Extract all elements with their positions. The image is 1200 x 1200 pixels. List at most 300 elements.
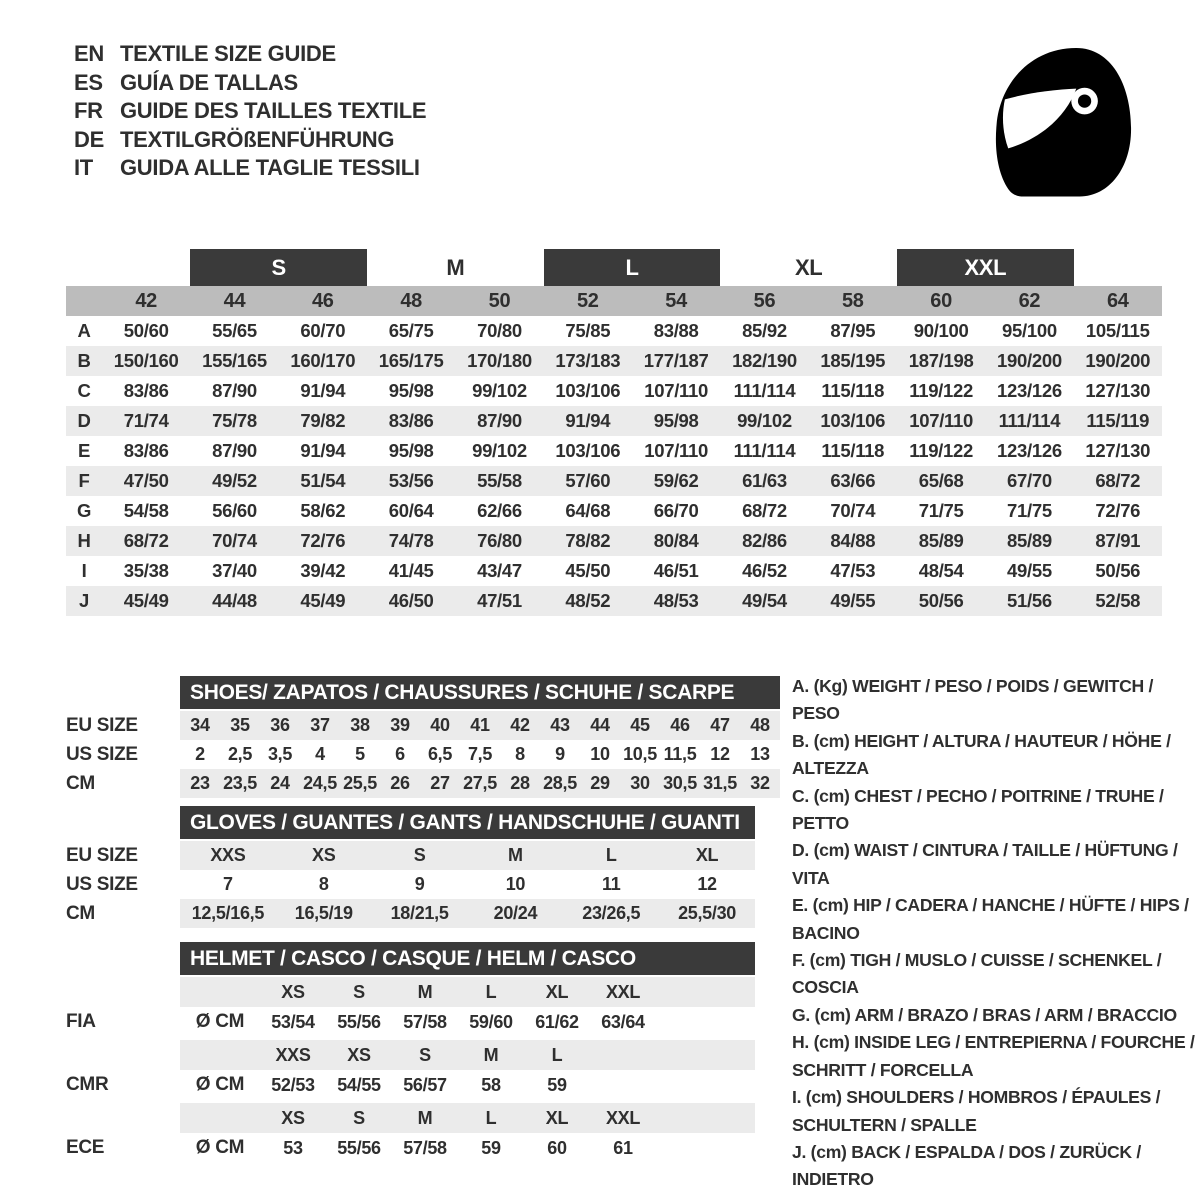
size-group-s: S [190, 249, 367, 286]
row-letter: C [77, 380, 91, 401]
shoes-row-values [180, 769, 780, 798]
gloves-value: 11 [602, 874, 621, 894]
measure-value: 107/110 [644, 380, 709, 401]
measure-value: 150/160 [113, 350, 179, 371]
legend-item: B. (cm) HEIGHT / ALTURA / HAUTEUR / HÖHE / ALTEZZA [792, 730, 1171, 779]
shoes-value: 31,5 [703, 773, 737, 793]
measure-value: 61/63 [742, 470, 787, 491]
measure-value: 70/74 [212, 530, 257, 551]
measure-value: 99/102 [472, 380, 527, 401]
title-block [74, 40, 426, 183]
measure-value: 47/53 [830, 560, 876, 581]
gloves-value: L [605, 845, 617, 865]
shoes-value: 37 [310, 715, 330, 735]
measure-value: 45/49 [300, 590, 346, 611]
size-number: 58 [841, 289, 864, 312]
helmet-size-label: M [483, 1044, 499, 1065]
helmet-value: 55/56 [337, 1011, 381, 1032]
measure-row-b [66, 346, 1162, 376]
measure-value: 71/75 [1007, 500, 1052, 521]
measure-value: 119/122 [909, 440, 973, 461]
shoes-value: 24 [270, 773, 290, 793]
size-number: 46 [311, 289, 334, 312]
measure-value: 49/55 [830, 590, 876, 611]
measure-value: 70/74 [830, 500, 876, 521]
helmet-size-label: L [551, 1044, 563, 1065]
measure-value: 182/190 [732, 350, 797, 371]
row-letter: F [78, 470, 90, 491]
measure-value: 71/75 [918, 500, 964, 521]
title-text: GUÍA DE TALLAS [120, 69, 298, 95]
title-language-code: DE [74, 126, 104, 152]
group-header-trailer [1074, 249, 1162, 286]
measure-row-e [66, 436, 1162, 466]
shoes-value: 3,5 [267, 744, 293, 764]
measure-value: 72/76 [300, 530, 346, 551]
helmet-value: 57/58 [403, 1011, 447, 1032]
shoes-value: 6,5 [427, 744, 453, 764]
size-group-header-row [66, 249, 1162, 286]
legend-item: E. (cm) HIP / CADERA / HANCHE / HÜFTE / HIPS / BACINO [792, 895, 1189, 943]
measure-value: 68/72 [742, 500, 787, 521]
helmet-sizes-values [180, 977, 755, 1007]
helmet-size-label: S [419, 1044, 431, 1065]
measure-row-a [66, 316, 1162, 346]
measure-value: 37/40 [212, 560, 257, 581]
shoes-row-us-size [66, 740, 780, 769]
gloves-value: 25,5/30 [678, 903, 737, 923]
measure-value: 71/74 [123, 410, 169, 431]
size-number: 42 [135, 289, 157, 312]
measure-value: 35/38 [123, 560, 169, 581]
gloves-value: 23/26,5 [582, 903, 641, 923]
helmet-sizes-values [180, 1040, 755, 1070]
measure-value: 111/114 [733, 380, 796, 401]
measure-value: 95/98 [653, 410, 699, 431]
measure-value: 95/100 [1002, 320, 1057, 341]
gloves-row-label: CM [66, 902, 95, 924]
measure-row-i [66, 556, 1162, 586]
gloves-row-values [180, 870, 755, 899]
helmet-size-label: XXS [275, 1044, 311, 1065]
shoes-value: 26 [390, 773, 410, 793]
legend-item: D. (cm) WAIST / CINTURA / TAILLE / HÜFTUNG / VITA [792, 840, 1178, 888]
measure-value: 48/54 [918, 560, 964, 581]
measure-row-c [66, 376, 1162, 406]
shoes-value: 46 [670, 715, 690, 735]
title-language-code: FR [74, 98, 103, 123]
shoes-value: 7,5 [467, 744, 493, 764]
helmet-standard-label: CMR [66, 1074, 109, 1095]
size-group-m: M [446, 254, 465, 280]
shoes-row-values [180, 711, 780, 740]
helmet-unit-label: Ø CM [195, 1011, 245, 1032]
measure-value: 190/200 [1085, 350, 1151, 371]
measure-value: 56/60 [212, 500, 257, 521]
legend-item: H. (cm) INSIDE LEG / ENTREPIERNA / FOURCHE / SCHRITT / FORCELLA [792, 1032, 1195, 1080]
measure-value: 103/106 [555, 380, 621, 401]
shoes-value: 11,5 [663, 744, 697, 764]
shoes-value: 32 [750, 773, 770, 793]
helmet-values [180, 1070, 755, 1100]
legend-item: C. (cm) CHEST / PECHO / POITRINE / TRUHE / PETTO [792, 785, 1164, 834]
measure-value: 50/56 [1095, 560, 1141, 581]
measure-value: 83/86 [388, 410, 434, 431]
helmet-size-label: XL [545, 981, 569, 1002]
measure-value: 111/114 [733, 440, 796, 461]
racing-helmet-icon [980, 36, 1146, 206]
measure-row-j [66, 586, 1162, 616]
gloves-row-values [180, 899, 755, 928]
helmet-value: 52/53 [271, 1074, 315, 1095]
gloves-value: 8 [318, 874, 329, 894]
title-text: TEXTILE SIZE GUIDE [120, 41, 336, 66]
legend-item: G. (cm) ARM / BRAZO / BRAS / ARM / BRACCIO [792, 1004, 1177, 1025]
measure-value: 45/50 [565, 560, 611, 581]
measure-value: 173/183 [555, 350, 621, 371]
measure-value: 90/100 [913, 320, 969, 341]
shoes-value: 36 [270, 715, 290, 735]
measure-value: 72/76 [1095, 500, 1141, 521]
measure-value: 51/56 [1007, 590, 1052, 611]
size-number: 50 [488, 289, 511, 312]
title-language-code: IT [74, 155, 93, 180]
row-letter: E [77, 440, 91, 461]
measure-value: 65/68 [918, 470, 964, 491]
shoes-value: 2 [195, 744, 205, 764]
row-letter: I [81, 560, 87, 581]
measure-value: 47/50 [123, 470, 169, 491]
measure-value: 49/55 [1007, 560, 1052, 581]
helmet-unit-label: Ø CM [195, 1137, 245, 1158]
shoes-value: 9 [555, 744, 565, 764]
helmet-value: 58 [481, 1074, 501, 1095]
measure-value: 62/66 [477, 500, 522, 521]
helmet-unit-label: Ø CM [195, 1074, 245, 1095]
measure-value: 39/42 [300, 560, 346, 581]
measure-value: 74/78 [388, 530, 434, 551]
measure-value: 83/86 [123, 440, 169, 461]
shoes-value: 28 [510, 773, 530, 793]
measure-value: 187/198 [908, 350, 974, 371]
shoes-value: 44 [590, 715, 610, 735]
shoes-value: 28,5 [543, 773, 577, 793]
size-number: 60 [930, 289, 952, 312]
measure-value: 85/89 [918, 530, 964, 551]
measurement-legend [792, 673, 1200, 1194]
measure-value: 123/126 [997, 440, 1062, 461]
measure-value: 48/53 [653, 590, 699, 611]
measure-value: 155/165 [202, 350, 267, 371]
measure-value: 50/56 [918, 590, 964, 611]
helmet-values-row-fia [66, 1007, 755, 1037]
measure-value: 46/52 [742, 560, 787, 581]
measure-value: 84/88 [830, 530, 876, 551]
gloves-value: 16,5/19 [294, 903, 353, 923]
measure-value: 87/90 [212, 440, 257, 461]
shoes-value: 5 [355, 744, 365, 764]
measure-value: 82/86 [742, 530, 787, 551]
helmet-values-row-ece [66, 1133, 755, 1163]
measure-value: 55/65 [212, 320, 257, 341]
helmet-sizes-row-fia [66, 977, 755, 1007]
shoes-value: 35 [230, 715, 250, 735]
measure-value: 43/47 [477, 560, 522, 581]
shoes-row-label: US SIZE [66, 743, 138, 765]
shoes-value: 27,5 [463, 773, 497, 793]
numeric-size-band [66, 286, 1162, 316]
measure-row-h [66, 526, 1162, 556]
shoes-value: 41 [470, 715, 490, 735]
apparel-size-table [66, 249, 1162, 616]
group-header-spacer [66, 249, 190, 286]
helmet-size-label: L [485, 981, 497, 1002]
shoes-value: 23 [190, 773, 210, 793]
size-number: 44 [223, 289, 246, 312]
shoes-rows [66, 711, 780, 798]
measure-value: 75/85 [565, 320, 611, 341]
helmet-size-label: M [417, 981, 433, 1002]
helmet-value: 59/60 [469, 1011, 513, 1032]
helmet-size-label: L [485, 1107, 497, 1128]
size-group-xl: XL [794, 254, 823, 280]
measure-value: 190/200 [997, 350, 1062, 371]
gloves-value: 18/21,5 [390, 903, 449, 923]
row-letter: G [76, 500, 92, 521]
measure-value: 45/49 [123, 590, 169, 611]
gloves-value: 9 [414, 874, 425, 894]
measure-value: 99/102 [472, 440, 527, 461]
measure-value: 60/70 [300, 320, 346, 341]
gloves-rows [66, 841, 755, 928]
measure-value: 44/48 [212, 590, 257, 611]
helmet-size-label: XS [281, 1107, 305, 1128]
gloves-value: 12 [697, 874, 717, 894]
measure-value: 50/60 [123, 320, 169, 341]
shoes-row-values [180, 740, 780, 769]
gloves-size-table [66, 806, 755, 928]
shoes-value: 30,5 [663, 773, 697, 793]
helmet-value: 55/56 [337, 1137, 381, 1158]
measure-value: 165/175 [378, 350, 444, 371]
legend-item: J. (cm) BACK / ESPALDA / DOS / ZURÜCK / INDIETRO [792, 1141, 1141, 1190]
title-language-code: EN [74, 41, 104, 66]
helmet-size-label: S [353, 1107, 365, 1128]
shoes-value: 42 [510, 715, 530, 735]
helmet-sizes-values [180, 1103, 755, 1133]
title-text: GUIDE DES TAILLES TEXTILE [120, 98, 427, 123]
helmet-values-row-cmr [66, 1070, 755, 1100]
measure-value: 103/106 [555, 440, 621, 461]
measure-value: 87/91 [1095, 530, 1141, 551]
shoes-value: 30 [630, 773, 650, 793]
gloves-value: 12,5/16,5 [191, 903, 265, 923]
measure-value: 91/94 [300, 380, 346, 401]
measure-value: 49/54 [742, 590, 787, 611]
measure-value: 87/90 [477, 410, 522, 431]
measure-value: 160/170 [290, 350, 356, 371]
measure-value: 66/70 [653, 500, 699, 521]
shoes-value: 23,5 [223, 773, 257, 793]
measure-value: 76/80 [477, 530, 522, 551]
gloves-row-label: US SIZE [66, 873, 138, 895]
helmet-value: 61 [613, 1137, 633, 1158]
title-row [74, 126, 426, 155]
helmet-values [180, 1133, 755, 1163]
helmet-value: 61/62 [535, 1011, 579, 1032]
measure-row-d [66, 406, 1162, 436]
measure-value: 65/75 [388, 320, 434, 341]
gloves-value: 10 [505, 874, 526, 894]
helmet-size-label: M [417, 1107, 433, 1128]
measure-value: 105/115 [1085, 320, 1150, 341]
size-number: 62 [1018, 289, 1041, 312]
row-letter: B [77, 350, 91, 371]
title-row [74, 154, 426, 183]
row-letter: J [79, 590, 89, 611]
shoes-value: 38 [350, 715, 370, 735]
measure-value: 41/45 [388, 560, 434, 581]
measure-value: 91/94 [300, 440, 346, 461]
gloves-value: 7 [223, 874, 233, 894]
size-number: 54 [665, 289, 687, 312]
shoes-section-header: SHOES/ ZAPATOS / CHAUSSURES / SCHUHE / SCARPE [180, 676, 780, 709]
gloves-row-eu-size [66, 841, 755, 870]
helmet-value: 53/54 [271, 1011, 315, 1032]
shoes-value: 48 [750, 715, 770, 735]
helmet-value: 56/57 [403, 1074, 447, 1095]
shoes-value: 10,5 [623, 744, 657, 764]
shoes-value: 2,5 [227, 744, 253, 764]
helmet-value: 57/58 [403, 1137, 447, 1158]
size-number: 48 [400, 289, 422, 312]
measure-value: 54/58 [123, 500, 169, 521]
size-group-xxl: XXL [897, 249, 1074, 286]
helmet-value: 63/64 [601, 1011, 645, 1032]
measure-value: 51/54 [300, 470, 346, 491]
size-number: 56 [753, 289, 776, 312]
shoes-value: 40 [430, 715, 450, 735]
shoes-value: 27 [430, 773, 450, 793]
gloves-row-cm [66, 899, 755, 928]
measure-value: 177/187 [643, 350, 709, 371]
shoes-value: 12 [710, 744, 730, 764]
gloves-row-us-size [66, 870, 755, 899]
measure-value: 115/118 [821, 440, 885, 461]
measure-value: 67/70 [1007, 470, 1052, 491]
measure-value: 68/72 [123, 530, 169, 551]
helmet-value: 60 [547, 1137, 567, 1158]
gloves-section-header: GLOVES / GUANTES / GANTS / HANDSCHUHE / GUANTI [180, 806, 755, 839]
measure-value: 48/52 [565, 590, 611, 611]
title-row [74, 69, 426, 98]
shoes-value: 24,5 [303, 773, 337, 793]
row-letter: A [77, 320, 91, 341]
measure-value: 80/84 [653, 530, 699, 551]
measure-value: 85/89 [1007, 530, 1052, 551]
shoes-value: 10 [590, 744, 610, 764]
measure-row-g [66, 496, 1162, 526]
measure-value: 111/114 [998, 410, 1061, 431]
measure-value: 78/82 [565, 530, 611, 551]
helmet-sizes-row-ece [66, 1103, 755, 1133]
title-language-code: ES [74, 69, 103, 95]
gloves-value: S [413, 845, 426, 865]
gloves-value: XXS [210, 845, 246, 865]
legend-item: A. (Kg) WEIGHT / PESO / POIDS / GEWITCH / PESO [792, 676, 1154, 724]
gloves-value: 20/24 [493, 903, 538, 923]
helmet-size-table [66, 942, 755, 1163]
measure-value: 85/92 [742, 320, 787, 341]
row-letter: H [77, 530, 91, 551]
measure-value: 119/122 [909, 380, 973, 401]
title-text: GUIDA ALLE TAGLIE TESSILI [120, 155, 420, 180]
shoes-value: 25,5 [343, 773, 377, 793]
title-row [74, 40, 426, 69]
shoes-value: 47 [710, 715, 730, 735]
gloves-row-label: EU SIZE [66, 844, 138, 866]
helmet-size-label: XL [545, 1107, 569, 1128]
shoes-value: 39 [390, 715, 410, 735]
measure-value: 107/110 [909, 410, 973, 431]
measure-value: 75/78 [212, 410, 257, 431]
gloves-value: XL [695, 845, 719, 865]
measure-value: 49/52 [212, 470, 257, 491]
measure-value: 52/58 [1095, 590, 1141, 611]
measure-value: 87/90 [212, 380, 257, 401]
measure-value: 60/64 [388, 500, 434, 521]
gloves-value: M [508, 845, 523, 865]
measure-value: 46/50 [388, 590, 434, 611]
shoes-value: 6 [395, 744, 405, 764]
measure-value: 95/98 [388, 440, 434, 461]
legend-item: F. (cm) TIGH / MUSLO / CUISSE / SCHENKEL / COSCIA [792, 950, 1162, 998]
helmet-sizes-row-cmr [66, 1040, 755, 1070]
shoes-value: 29 [590, 773, 610, 793]
shoes-value: 43 [550, 715, 570, 735]
size-group-l: L [544, 249, 721, 286]
helmet-size-label: XXL [605, 981, 641, 1002]
measure-value: 64/68 [565, 500, 611, 521]
measure-value: 115/119 [1086, 410, 1150, 431]
measure-value: 127/130 [1085, 440, 1151, 461]
title-row [74, 97, 426, 126]
helmet-size-label: S [353, 981, 365, 1002]
gloves-row-values [180, 841, 755, 870]
measure-value: 53/56 [388, 470, 434, 491]
shoes-row-eu-size [66, 711, 780, 740]
helmet-section-header: HELMET / CASCO / CASQUE / HELM / CASCO [180, 942, 755, 975]
measure-row-f [66, 466, 1162, 496]
gloves-value: XS [312, 845, 336, 865]
measure-value: 46/51 [653, 560, 699, 581]
measure-value: 83/86 [123, 380, 169, 401]
measure-value: 83/88 [653, 320, 699, 341]
shoes-row-cm [66, 769, 780, 798]
measure-value: 55/58 [477, 470, 522, 491]
measure-value: 91/94 [565, 410, 611, 431]
measure-value: 185/195 [820, 350, 886, 371]
helmet-standard-label: FIA [66, 1011, 96, 1032]
measure-value: 58/62 [300, 500, 346, 521]
measure-value: 68/72 [1095, 470, 1141, 491]
size-number: 64 [1106, 289, 1129, 312]
shoes-value: 4 [315, 744, 325, 764]
measure-value: 99/102 [737, 410, 792, 431]
helmet-rows [66, 977, 755, 1163]
measure-value: 115/118 [821, 380, 885, 401]
shoes-value: 13 [750, 744, 770, 764]
